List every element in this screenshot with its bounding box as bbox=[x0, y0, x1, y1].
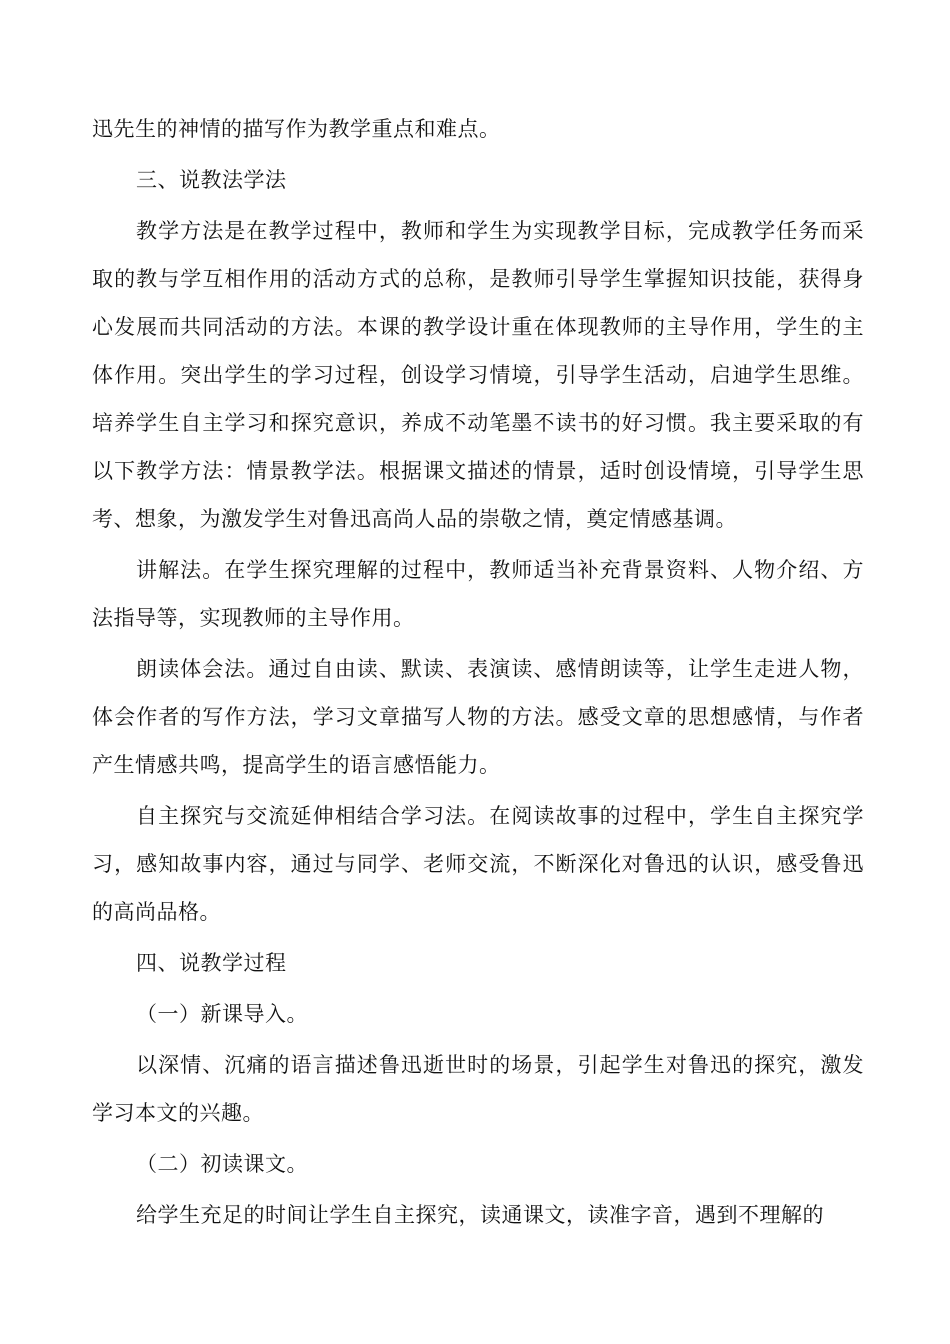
subheading-first-reading: （二）初读课文。 bbox=[136, 1152, 308, 1176]
section-heading-teaching-process: 四、说教学过程 bbox=[136, 951, 287, 975]
section-heading-teaching-methods: 三、说教法学法 bbox=[136, 168, 287, 192]
subheading-introduction: （一）新课导入。 bbox=[136, 1002, 308, 1026]
paragraph-reading-method: 朗读体会法。通过自由读、默读、表演读、感情朗读等，让学生走进人物，体会作者的写作方法，学习文章描写人物的方法。感受文章的思想感情，与作者产生情感共鸣，提高学生的语言感悟能力。 bbox=[92, 657, 864, 777]
paragraph-first-reading: 给学生充足的时间让学生自主探究，读通课文，读准字音，遇到不理解的 bbox=[136, 1203, 824, 1227]
paragraph-inquiry-method: 自主探究与交流延伸相结合学习法。在阅读故事的过程中，学生自主探究学习，感知故事内容，通过与同学、老师交流，不断深化对鲁迅的认识，感受鲁迅的高尚品格。 bbox=[92, 804, 864, 924]
paragraph-continuation: 迅先生的神情的描写作为教学重点和难点。 bbox=[92, 117, 501, 141]
paragraph-explanation-method: 讲解法。在学生探究理解的过程中，教师适当补充背景资料、人物介绍、方法指导等，实现教师的主导作用。 bbox=[92, 558, 864, 630]
paragraph-introduction: 以深情、沉痛的语言描述鲁迅逝世时的场景，引起学生对鲁迅的探究，激发学习本文的兴趣。 bbox=[92, 1053, 864, 1125]
document-body bbox=[92, 105, 864, 1242]
paragraph-teaching-methods: 教学方法是在教学过程中，教师和学生为实现教学目标，完成教学任务而采取的教与学互相作用的活动方式的总称，是教师引导学生掌握知识技能，获得身心发展而共同活动的方法。本课的教学设计重在体现教师的主导作用，学生的主体作用。突出学生的学习过程，创设学习情境，引导学生活动，启迪学生思维。培养学生自主学习和探究意识，养成不动笔墨不读书的好习惯。我主要采取的有以下教学方法：情景教学法。根据课文描述的情景，适时创设情境，引导学生思考、想象，为激发学生对鲁迅高尚人品的崇敬之情，奠定情感基调。 bbox=[92, 219, 864, 531]
